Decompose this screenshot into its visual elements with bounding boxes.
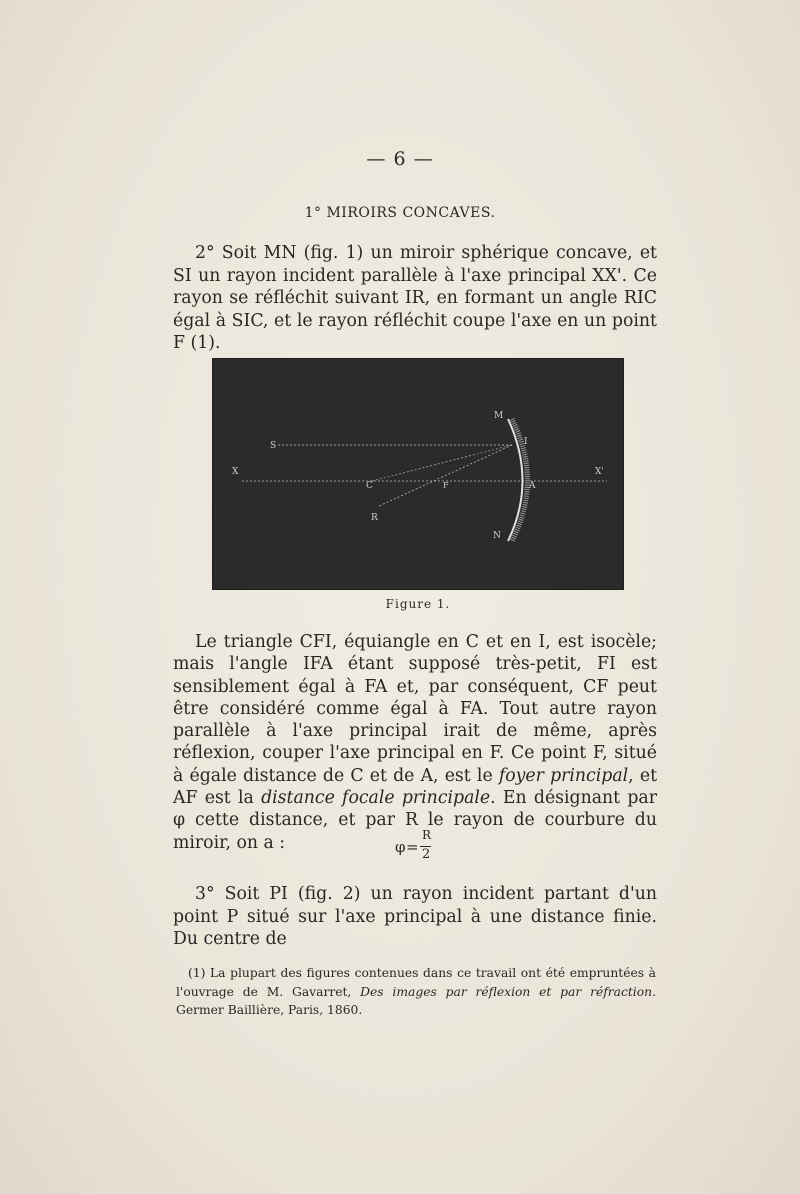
label-C: C [366, 481, 373, 491]
focal-formula [395, 828, 445, 868]
p1-start: 2° Soit [195, 243, 264, 263]
term-distance-focale: distance focale principale [261, 788, 491, 809]
label-X: X [232, 467, 239, 477]
label-X-prime: X' [595, 467, 604, 477]
label-R: R [371, 513, 378, 523]
p2-part-c: . En désignant par φ cette distance, et par R le rayon de courbure du miroir, on a : [173, 788, 657, 853]
radius-line [372, 445, 512, 481]
page-number: — 6 — [366, 148, 434, 170]
label-A: A [529, 481, 536, 491]
label-I: I [524, 437, 528, 447]
formula-numerator: R [422, 828, 432, 842]
label-M: M [494, 411, 504, 421]
figure-concave-mirror [212, 358, 624, 590]
paragraph-finite-distance [173, 883, 657, 951]
formula-denominator: 2 [422, 847, 431, 862]
mirror-diagram [212, 358, 624, 590]
term-foyer-principal: foyer principal [498, 765, 629, 786]
figure-caption: Figure 1. [385, 597, 451, 611]
section-title: MIROIRS CONCAVES. [326, 205, 496, 221]
footnote-book-title: Des images par réflexion et par réfraction [360, 984, 653, 999]
footnote-part-a: (1) La plupart des figures contenues dans ce travail ont été empruntées à l'ouvrage de M. Gavarret, [176, 966, 656, 999]
p1-rest: MN (fig. 1) un miroir sphérique concave, et SI un rayon incident parallèle à l'axe principal XX'. Ce rayon se réfléchit suivant IR, en formant un angle RIC égal à SIC, et le rayon réfléchit coupe l'axe en un point F (1). [173, 243, 657, 353]
p2-part-a: Le triangle CFI, équiangle en C et en I, est isocèle; mais l'angle IFA étant supposé très-petit, FI est sensiblement égal à FA et, par conséquent, CF peut être considéré comme égal à FA. Tout autre rayon parallèle à l'axe principal irait de même, après réflexion, couper l'axe principal en F. Ce point F, situé à égale distance de C et de A, est le [173, 632, 657, 786]
reflected-ray-line [379, 445, 512, 506]
p3-text: 3° Soit PI (fig. 2) un rayon incident partant d'un point P situé sur l'axe principal à une distance finie. Du centre de [173, 884, 657, 949]
paragraph-mirror-definition [173, 242, 657, 355]
label-F: F [443, 481, 449, 490]
section-heading [0, 205, 800, 221]
footnote-part-b: . Germer Baillière, Paris, 1860. [176, 984, 656, 1017]
p2-part-b: , et AF est la [173, 765, 658, 809]
footnote [176, 964, 656, 1020]
formula-lhs: φ [395, 838, 406, 856]
label-S: S [270, 441, 277, 451]
paragraph-focal-point [173, 631, 657, 854]
label-N: N [493, 531, 501, 541]
formula-equals: = [406, 838, 419, 856]
section-number: 1° [304, 205, 322, 221]
